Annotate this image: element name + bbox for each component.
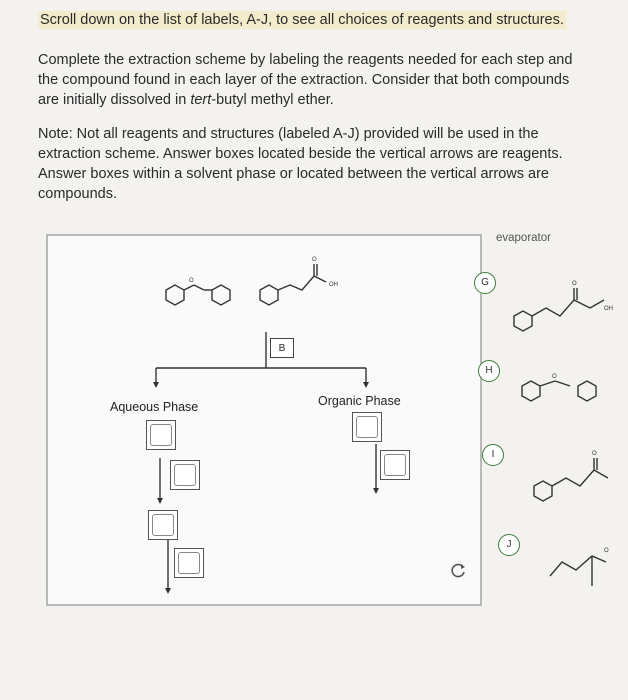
scheme-instruction: Complete the extraction scheme by labeling the reagents needed for each step and the compound found in each layer of the extraction. Consider that both compounds are initially dissolved in tert-butyl methyl ether.: [38, 52, 573, 108]
note-instruction: Note: Not all reagents and structures (labeled A-J) provided will be used in the extraction scheme. Answer boxes located beside the vertical arrows are reagents. Answer boxes within a solvent phase or located between the vertical arrows are compounds.: [38, 126, 563, 202]
evaporator-label: evaporator: [496, 232, 551, 244]
choice-j-oxygen-label: O: [604, 548, 609, 554]
ether-oxygen-label: O: [189, 278, 194, 284]
choice-h-oxygen-label: O: [552, 374, 557, 380]
choice-label-g[interactable]: G: [474, 272, 496, 294]
scroll-instruction: Scroll down on the list of labels, A-J, to see all choices of reagents and structures.: [40, 12, 564, 28]
aqueous-phase-label: Aqueous Phase: [110, 400, 199, 414]
choice-label-j[interactable]: J: [498, 534, 520, 556]
choice-label-h[interactable]: H: [478, 360, 500, 382]
hydroxyl-label: OH: [329, 282, 338, 288]
choice-g-oxygen-label: O: [572, 281, 577, 287]
choice-g-hydroxyl-label: OH: [604, 306, 613, 312]
organic-phase-label: Organic Phase: [318, 394, 401, 408]
choice-label-i[interactable]: I: [482, 444, 504, 466]
carbonyl-oxygen-label: O: [312, 257, 317, 263]
reagent-box-b[interactable]: B: [270, 338, 294, 358]
choice-i-oxygen-label: O: [592, 451, 597, 457]
